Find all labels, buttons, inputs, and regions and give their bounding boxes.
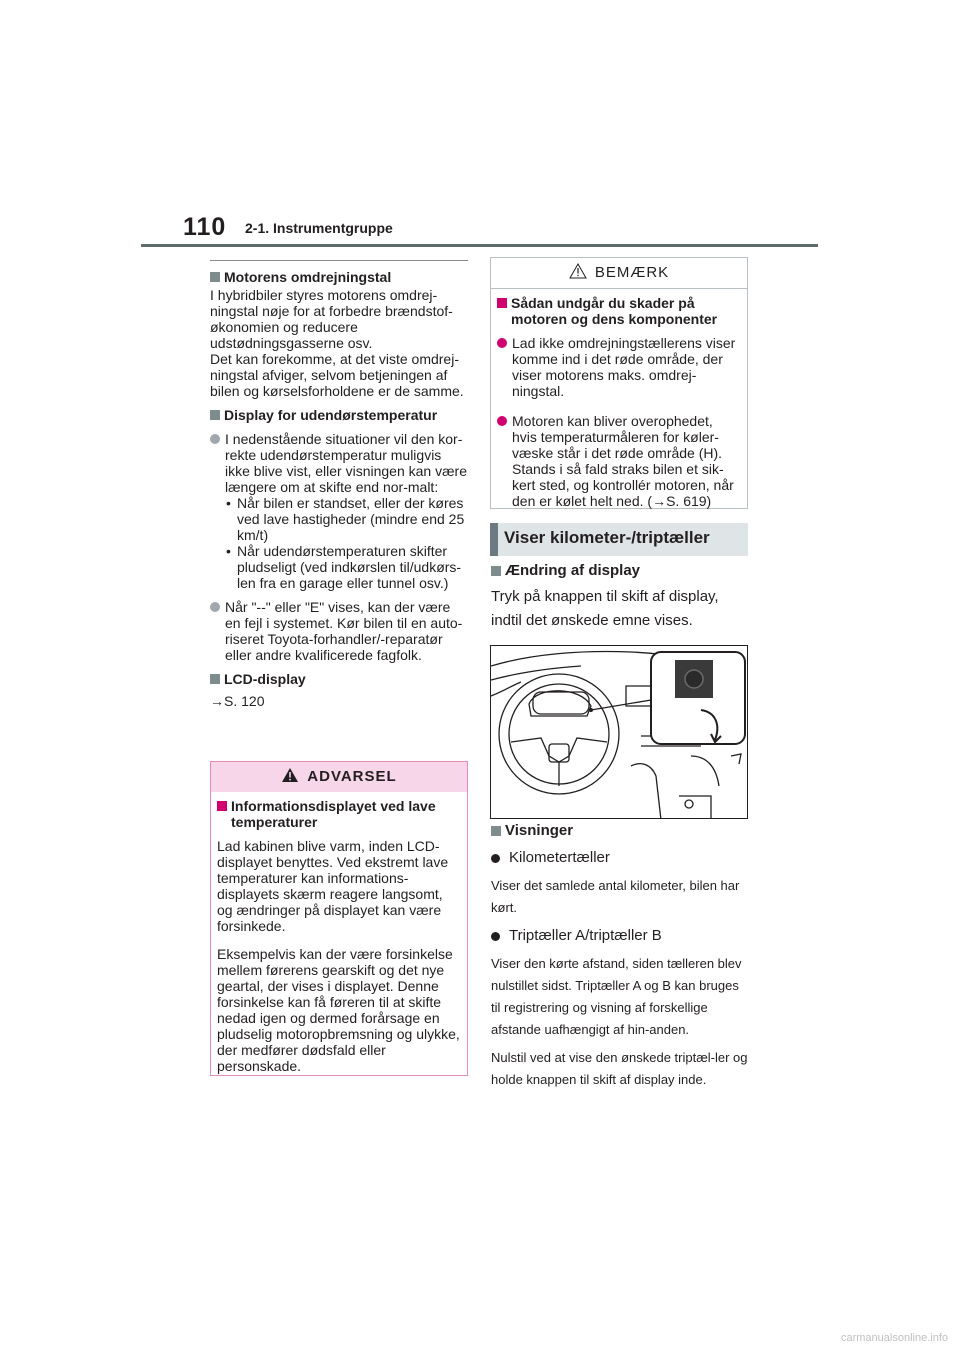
notice-heading: Sådan undgår du skader på motoren og dens komponenter [497, 295, 741, 327]
warning-paragraph-2: Eksempelvis kan der være forsinkelse mellem førerens gearskift og det nye geartal, der vises i displayet. Denne forsinkelse kan få føreren til at skifte nedad igen og dermed forårsage en pludselig motoropbremsning og ulykke, der medfører dødsfald eller personskade. [217, 946, 460, 1074]
rpm-heading: Motorens omdrejningstal [210, 269, 468, 285]
warning-paragraph-1: Lad kabinen blive varm, inden LCD-displayet benyttes. Ved ekstremt lave temperaturer kan informations-displayets skærm reagere langsomt, og ændringer på displayet kan være forsinkede. [217, 838, 449, 934]
left-column [210, 260, 468, 717]
dashboard-drawing [491, 646, 748, 819]
header-rule [141, 244, 818, 247]
notice-bullet-2: Motoren kan bliver overophedet, hvis temperaturmåleren for køler-væske står i det røde område (H). Stands i så fald straks bilen et sik-kert sted, og kontrollér motoren, når den er kølet helt ned. (→S. 619) [497, 413, 741, 509]
section-banner-bar [490, 523, 498, 556]
lcd-heading: LCD-display [210, 671, 468, 687]
section-banner [490, 523, 748, 556]
odometer-text: Viser det samlede antal kilometer, bilen har kørt. [491, 878, 740, 915]
right-column-bottom [491, 823, 751, 1097]
warning-header [211, 762, 467, 792]
change-display-text: Tryk på knappen til skift af display, indtil det ønskede emne vises. [491, 588, 719, 629]
notice-box [490, 257, 748, 509]
lcd-reference: →S. 120 [210, 693, 265, 709]
top-divider [210, 260, 468, 261]
notice-bullet-1: Lad ikke omdrejningstællerens viser komme ind i det røde område, der viser motorens maks. omdrej-ningstal. [497, 335, 741, 399]
right-column-top [491, 563, 751, 633]
warning-body [211, 792, 467, 1074]
warning-heading: Informationsdisplayet ved lave temperaturer [217, 798, 461, 830]
notice-body [491, 289, 747, 509]
page-number: 110 [183, 213, 227, 241]
change-display-heading: Ændring af display [491, 563, 751, 579]
temp-bullet-1 [210, 431, 468, 591]
temp-sub-item-1: • Når bilen er standset, eller der køres ved lave hastigheder (mindre end 25 km/t) [225, 495, 468, 543]
rpm-paragraph-1: I hybridbiler styres motorens omdrej-ningstal nøje for at forbedre brændstof-økonomien og reducere udstødningsgasserne osv. [210, 287, 453, 351]
temp-sub-item-2: • Når udendørstemperaturen skifter pludseligt (ved indkørslen til/udkørs-len fra en garage eller tunnel osv.) [225, 543, 468, 591]
temp-bullet-1-text: I nedenstående situationer vil den kor-rekte udendørstemperatur muligvis ikke blive vist, eller visningen kan være længere om at skifte end nor-malt: [225, 431, 467, 495]
notice-title: BEMÆRK [594, 264, 670, 281]
section-banner-title: Viser kilometer-/triptæller [504, 528, 710, 547]
temp-heading: Display for udendørstemperatur [210, 407, 468, 423]
trip-meter-text: Viser den kørte afstand, siden tælleren blev nulstillet sidst. Triptæller A og B kan bruges til registrering og visning af forskellige afstande uafhængigt af hin-anden. [491, 956, 742, 1037]
views-heading: Visninger [491, 823, 751, 839]
rpm-paragraph-2: Det kan forekomme, at det viste omdrej-ningstal afviger, selvom betjeningen af bilen og kørselsforholdene er de samme. [210, 351, 464, 399]
odometer-item: Kilometertæller [491, 847, 751, 869]
notice-header [491, 258, 747, 289]
caution-triangle-icon [569, 263, 587, 279]
temp-bullet-2: Når "--" eller "E" vises, kan der være en fejl i systemet. Kør bilen til en auto-riseret Toyota-forhandler/-reparatør eller andre kvalificerede fagfolk. [210, 599, 468, 663]
trip-meter-item: Triptæller A/triptæller B [491, 925, 751, 947]
warning-triangle-icon [281, 767, 299, 783]
warning-box [210, 761, 468, 1076]
steering-wheel-illustration [490, 645, 748, 819]
watermark: carmanualsonline.info [840, 1332, 948, 1344]
section-title: 2-1. Instrumentgruppe [245, 220, 393, 236]
warning-title: ADVARSEL [307, 768, 397, 785]
reset-text: Nulstil ved at vise den ønskede triptæl-ler og holde knappen til skift af display inde. [491, 1050, 748, 1087]
